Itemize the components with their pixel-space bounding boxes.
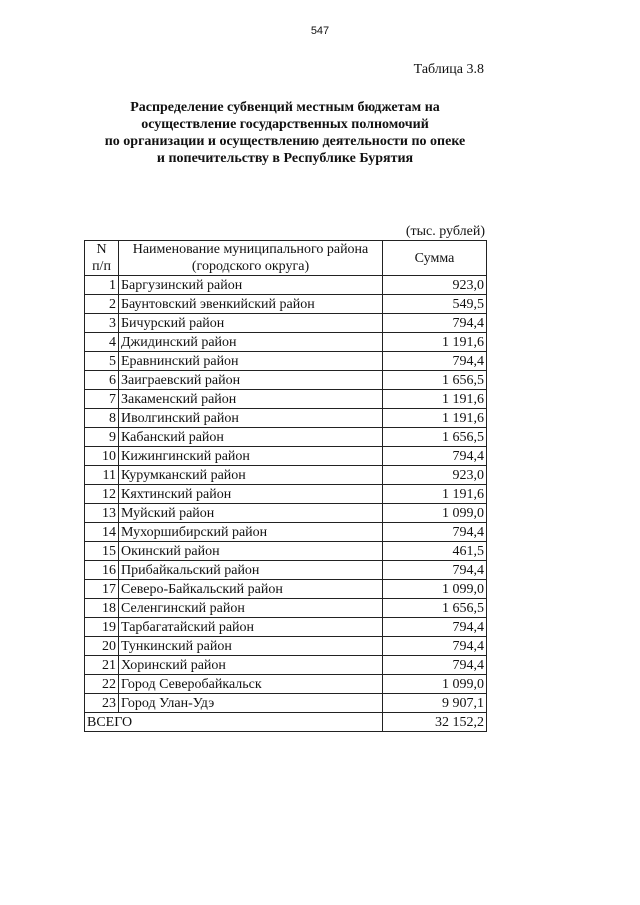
table-row	[85, 447, 487, 466]
row-number: 1	[85, 276, 119, 295]
table-row	[85, 276, 487, 295]
row-sum: 794,4	[383, 656, 487, 675]
units-note: (тыс. рублей)	[405, 224, 485, 239]
row-name: Кабанский район	[119, 428, 383, 447]
subvention-table	[84, 240, 487, 732]
row-number: 10	[85, 447, 119, 466]
title-line: Распределение субвенций местным бюджетам на	[130, 100, 440, 115]
row-name: Кижингинский район	[119, 447, 383, 466]
table-row	[85, 542, 487, 561]
row-sum: 1 099,0	[383, 504, 487, 523]
row-name: Баргузинский район	[119, 276, 383, 295]
header-sum: Сумма	[383, 241, 487, 276]
row-name: Курумканский район	[119, 466, 383, 485]
row-sum: 923,0	[383, 466, 487, 485]
table-row	[85, 580, 487, 599]
row-number: 14	[85, 523, 119, 542]
row-sum: 794,4	[383, 314, 487, 333]
header-name-line1: Наименование муниципального района	[132, 242, 369, 257]
table-label: Таблица 3.8	[413, 62, 484, 77]
title-line: осуществление государственных полномочий	[141, 117, 429, 132]
row-name: Тункинский район	[119, 637, 383, 656]
table-row	[85, 485, 487, 504]
table-row	[85, 390, 487, 409]
table-row	[85, 333, 487, 352]
table-row	[85, 561, 487, 580]
row-number: 7	[85, 390, 119, 409]
table-row	[85, 428, 487, 447]
row-sum: 794,4	[383, 447, 487, 466]
row-name: Мухоршибирский район	[119, 523, 383, 542]
row-number: 4	[85, 333, 119, 352]
row-number: 15	[85, 542, 119, 561]
total-sum: 32 152,2	[383, 713, 487, 732]
table-row	[85, 352, 487, 371]
row-sum: 1 099,0	[383, 675, 487, 694]
row-number: 5	[85, 352, 119, 371]
row-name: Селенгинский район	[119, 599, 383, 618]
title-line: и попечительству в Республике Бурятия	[156, 151, 414, 166]
row-name: Северо-Байкальский район	[119, 580, 383, 599]
row-number: 21	[85, 656, 119, 675]
row-name: Баунтовский эвенкийский район	[119, 295, 383, 314]
row-sum: 794,4	[383, 561, 487, 580]
row-sum: 1 656,5	[383, 599, 487, 618]
row-number: 9	[85, 428, 119, 447]
row-sum: 1 191,6	[383, 333, 487, 352]
row-number: 16	[85, 561, 119, 580]
row-name: Окинский район	[119, 542, 383, 561]
row-number: 17	[85, 580, 119, 599]
row-sum: 794,4	[383, 637, 487, 656]
row-name: Иволгинский район	[119, 409, 383, 428]
row-name: Тарбагатайский район	[119, 618, 383, 637]
row-sum: 1 191,6	[383, 409, 487, 428]
row-name: Заиграевский район	[119, 371, 383, 390]
row-sum: 9 907,1	[383, 694, 487, 713]
header-name	[119, 241, 383, 276]
row-number: 2	[85, 295, 119, 314]
table-row	[85, 504, 487, 523]
row-sum: 1 656,5	[383, 428, 487, 447]
row-sum: 1 099,0	[383, 580, 487, 599]
row-sum: 461,5	[383, 542, 487, 561]
row-sum: 794,4	[383, 352, 487, 371]
total-label: ВСЕГО	[85, 713, 383, 732]
row-sum: 794,4	[383, 618, 487, 637]
row-sum: 1 191,6	[383, 390, 487, 409]
document-title	[0, 99, 570, 167]
table-row	[85, 371, 487, 390]
table-row	[85, 618, 487, 637]
row-number: 13	[85, 504, 119, 523]
row-name: Хоринский район	[119, 656, 383, 675]
row-number: 18	[85, 599, 119, 618]
row-number: 12	[85, 485, 119, 504]
row-number: 11	[85, 466, 119, 485]
header-number	[85, 241, 119, 276]
header-number-line2: п/п	[92, 259, 111, 274]
table-row	[85, 694, 487, 713]
header-number-line1: N	[96, 242, 107, 257]
row-name: Кяхтинский район	[119, 485, 383, 504]
row-name: Город Улан-Удэ	[119, 694, 383, 713]
row-sum: 1 656,5	[383, 371, 487, 390]
table-row	[85, 675, 487, 694]
table-row	[85, 656, 487, 675]
row-name: Город Северобайкальск	[119, 675, 383, 694]
table-body	[85, 276, 487, 713]
table-row	[85, 295, 487, 314]
row-sum: 549,5	[383, 295, 487, 314]
row-number: 22	[85, 675, 119, 694]
row-sum: 794,4	[383, 523, 487, 542]
row-name: Муйский район	[119, 504, 383, 523]
page-number: 547	[310, 25, 330, 37]
row-name: Еравнинский район	[119, 352, 383, 371]
row-number: 8	[85, 409, 119, 428]
row-number: 23	[85, 694, 119, 713]
row-number: 20	[85, 637, 119, 656]
row-name: Джидинский район	[119, 333, 383, 352]
row-name: Закаменский район	[119, 390, 383, 409]
table-row	[85, 637, 487, 656]
row-sum: 923,0	[383, 276, 487, 295]
row-name: Бичурский район	[119, 314, 383, 333]
total-row	[85, 713, 487, 732]
row-number: 6	[85, 371, 119, 390]
table-row	[85, 523, 487, 542]
table-row	[85, 466, 487, 485]
row-number: 3	[85, 314, 119, 333]
table-row	[85, 409, 487, 428]
table-row	[85, 599, 487, 618]
title-line: по организации и осуществлению деятельности по опеке	[104, 134, 466, 149]
row-sum: 1 191,6	[383, 485, 487, 504]
row-name: Прибайкальский район	[119, 561, 383, 580]
row-number: 19	[85, 618, 119, 637]
table-row	[85, 314, 487, 333]
table-header-row	[85, 241, 487, 276]
header-name-line2: (городского округа)	[191, 259, 310, 274]
